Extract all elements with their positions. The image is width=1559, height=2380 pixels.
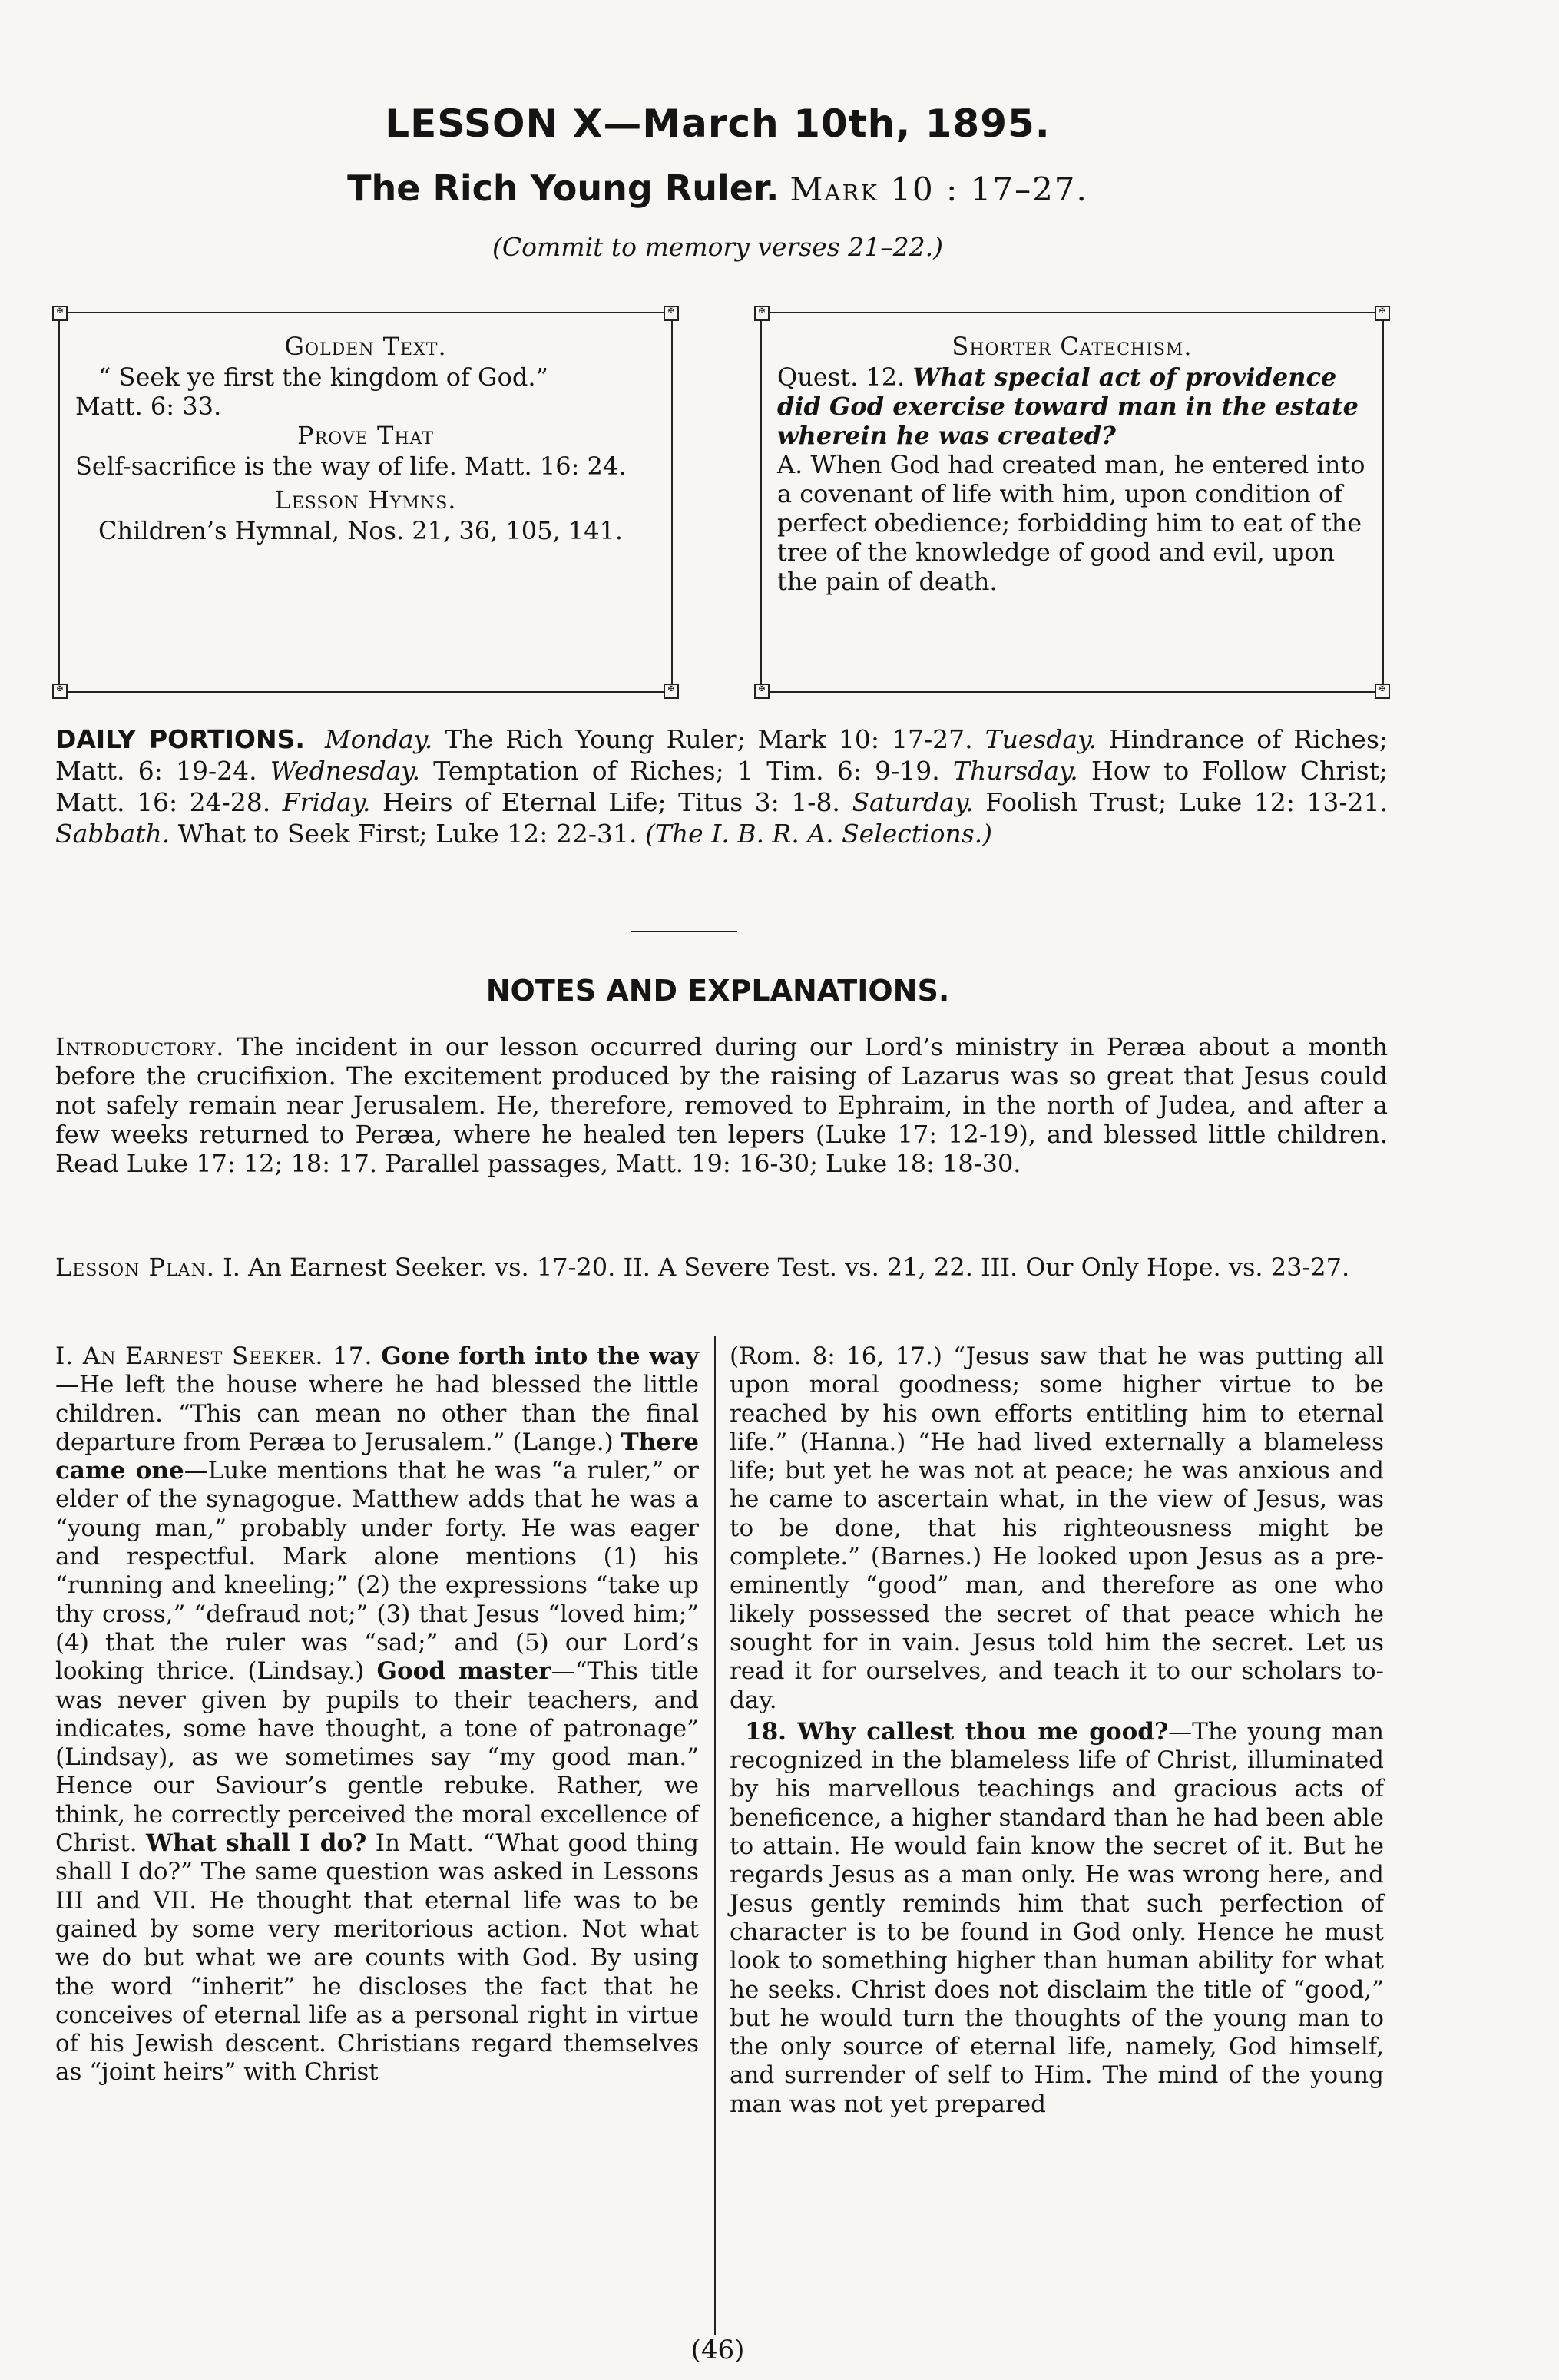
corner-ornament: ✠ xyxy=(664,306,679,321)
catechism-box xyxy=(758,307,1386,693)
page-number: (46) xyxy=(690,2335,745,2365)
left-column xyxy=(55,1342,699,2090)
prove-that-heading: Prove That xyxy=(297,421,434,450)
commentary-text: —Luke mentions that he was “a ruler,” or elder of the synagogue. Matthew adds that he was a “young man,” probably under forty. He was eager and respectful. Mark alone mentions (1) his “running and kneeling;” (2) the expressions “take up thy cross,” “defraud not;” (3) that Jesus “loved him;” (4) that the ruler was “sad;” and (5) our Lord’s looking thrice. (Lindsay.) xyxy=(55,1457,699,1686)
portion-sabbath: What to Seek First; Luke 12: 22-31. xyxy=(177,819,637,849)
catechism-answer xyxy=(777,450,1367,596)
section-divider xyxy=(631,931,737,932)
portion-wednesday: Temptation of Riches; 1 Tim. 6: 9-19. xyxy=(433,756,940,786)
day-thursday: Thursday. xyxy=(952,756,1078,786)
verse-lead: 18. Why callest thou me good? xyxy=(745,1717,1169,1746)
golden-text-heading: Golden Text. xyxy=(284,332,447,361)
catechism-heading: Shorter Catechism. xyxy=(952,332,1193,361)
portion-monday: The Rich Young Ruler; Mark 10: 17-27. xyxy=(445,724,973,754)
verse-lead: Gone forth into the way xyxy=(381,1342,700,1370)
lesson-title: LESSON X—March 10th, 1895. xyxy=(385,101,1051,146)
golden-text-box xyxy=(56,307,675,693)
section-heading: I. An Earnest Seeker. 17. xyxy=(55,1342,373,1370)
introductory-label: Introductory. xyxy=(55,1032,225,1061)
corner-ornament: ✠ xyxy=(1375,306,1390,321)
corner-ornament: ✠ xyxy=(754,684,770,699)
question-text: What special act of providence did God exercise toward man in the estate wherein he was created? xyxy=(777,362,1359,450)
daily-portions xyxy=(55,723,1388,849)
day-friday: Friday. xyxy=(282,787,371,817)
corner-ornament: ✠ xyxy=(754,306,770,321)
lesson-hymns-heading: Lesson Hymns. xyxy=(274,485,457,515)
portion-saturday: Foolish Trust; Luke 12: 13-21. xyxy=(985,787,1389,817)
corner-ornament: ✠ xyxy=(52,306,68,321)
column-divider xyxy=(714,1336,716,2335)
lesson-hymns-text: Children’s Hymnal, Nos. 21, 36, 105, 141. xyxy=(98,516,624,545)
memory-note: (Commit to memory verses 21–22.) xyxy=(492,232,944,262)
day-tuesday: Tuesday. xyxy=(985,724,1097,754)
continued-paragraph: (Rom. 8: 16, 17.) “Jesus saw that he was putting all upon moral goodness; some higher virtue to be reached by his own efforts entitling him to eternal life.” (Hanna.) “He had lived externally a blameless life; but yet he was not at peace; he was anxious and he came to ascertain what, in the view of Jesus, was to be done, that his righteousness might be complete.” (Barnes.) He looked upon Jesus as a pre-eminently “good” man, and therefore as one who likely possessed the secret of that peace which he sought for in vain. Jesus told him the secret. Let us read it for ourselves, and teach it to our scholars to-day. xyxy=(730,1342,1384,1714)
corner-ornament: ✠ xyxy=(1375,684,1390,699)
lesson-subtitle xyxy=(48,167,1388,209)
verse-lead: What shall I do? xyxy=(146,1829,367,1858)
subtitle-text: The Rich Young Ruler. xyxy=(347,167,780,209)
corner-ornament: ✠ xyxy=(664,684,679,699)
introductory-paragraph xyxy=(55,1032,1388,1178)
portions-source: (The I. B. R. A. Selections.) xyxy=(645,819,993,849)
scripture-reference: Mark 10 : 17–27. xyxy=(789,170,1088,208)
day-saturday: Saturday. xyxy=(852,787,974,817)
verse-lead: Good master xyxy=(376,1657,551,1686)
day-monday: Monday. xyxy=(324,724,433,754)
lesson-plan-text: I. An Earnest Seeker. vs. 17-20. II. A Severe Test. vs. 21, 22. III. Our Only Hope. vs. 23-27. xyxy=(223,1253,1350,1282)
golden-text-ref: Matt. 6: 33. xyxy=(75,392,222,421)
notes-title: NOTES AND EXPLANATIONS. xyxy=(485,974,950,1008)
verse-lead: There came one xyxy=(55,1428,699,1485)
commentary-text: —The young man recognized in the blameless life of Christ, illuminated by his marvellous teachings and gracious acts of beneficence, a higher standard than he had been able to attain. He would fain know the secret of it. But he regards Jesus as a man only. He was wrong here, and Jesus gently reminds him that such perfection of character is to be found in God only. Hence he must look to something higher than human ability for what he seeks. Christ does not disclaim the title of “good,” but he would turn the thoughts of the young man to the only source of eternal life, namely, God himself, and surrender of self to Him. The mind of the young man was not yet prepared xyxy=(730,1717,1384,2118)
answer-text: When God had created man, he entered into a covenant of life with him, upon condition of perfect obedience; forbidding him to eat of the tree of the knowledge of good and evil, upon the pain of death. xyxy=(777,450,1365,596)
lesson-plan-label: Lesson Plan. xyxy=(55,1253,215,1282)
catechism-question xyxy=(777,362,1367,450)
commentary-text: —“This title was never given by pupils to their teachers, and indicates, some have thought, a tone of patronage” (Lindsay), as we sometimes say “my good man.” Hence our Saviour’s gentle rebuke. Rather, we think, he correctly perceived the moral excellence of Christ. xyxy=(55,1657,699,1858)
daily-portions-heading: DAILY PORTIONS. xyxy=(55,724,305,754)
question-label: Quest. 12. xyxy=(777,362,905,392)
day-wednesday: Wednesday. xyxy=(270,756,421,786)
day-sabbath: Sabbath. xyxy=(55,819,170,849)
commentary-text: —He left the house where he had blessed the little children. “This can mean no other than the final departure from Peræa to Jerusalem.” (Lange.) xyxy=(55,1371,699,1456)
prove-that-text: Self-sacrifice is the way of life. Matt. 16: 24. xyxy=(75,452,627,481)
portion-tuesday: Hindrance of Riches; Matt. 6: 19-24. xyxy=(55,724,1388,786)
verse-18-paragraph xyxy=(730,1718,1384,2119)
portion-thursday: How to Follow Christ; Matt. 16: 24-28. xyxy=(55,756,1389,817)
corner-ornament: ✠ xyxy=(52,684,68,699)
commentary-text: In Matt. “What good thing shall I do?” The same question was asked in Lessons III and VII. He thought that eternal life was to be gained by some very meritorious action. Not what we do but what we are counts with God. By using the word “inherit” he discloses the fact that he conceives of eternal life as a personal right in virtue of his Jewish descent. Christians regard themselves as “joint heirs” with Christ xyxy=(55,1829,699,2087)
lesson-plan xyxy=(55,1252,1388,1283)
golden-text-quote: “ Seek ye first the kingdom of God.” xyxy=(98,362,548,392)
introductory-text: The incident in our lesson occurred during our Lord’s ministry in Peræa about a month before the crucifixion. The excitement produced by the raising of Lazarus was so great that Jesus could not safely remain near Jerusalem. He, therefore, removed to Ephraim, in the north of Judea, and after a few weeks returned to Peræa, where he healed ten lepers (Luke 17: 12-19), and blessed little children. Read Luke 17: 12; 18: 17. Parallel passages, Matt. 19: 16-30; Luke 18: 18-30. xyxy=(55,1032,1389,1178)
answer-label: A. xyxy=(777,450,803,479)
earnest-seeker-paragraph xyxy=(55,1342,699,2087)
portion-friday: Heirs of Eternal Life; Titus 3: 1-8. xyxy=(382,787,840,817)
right-column xyxy=(730,1342,1384,2122)
